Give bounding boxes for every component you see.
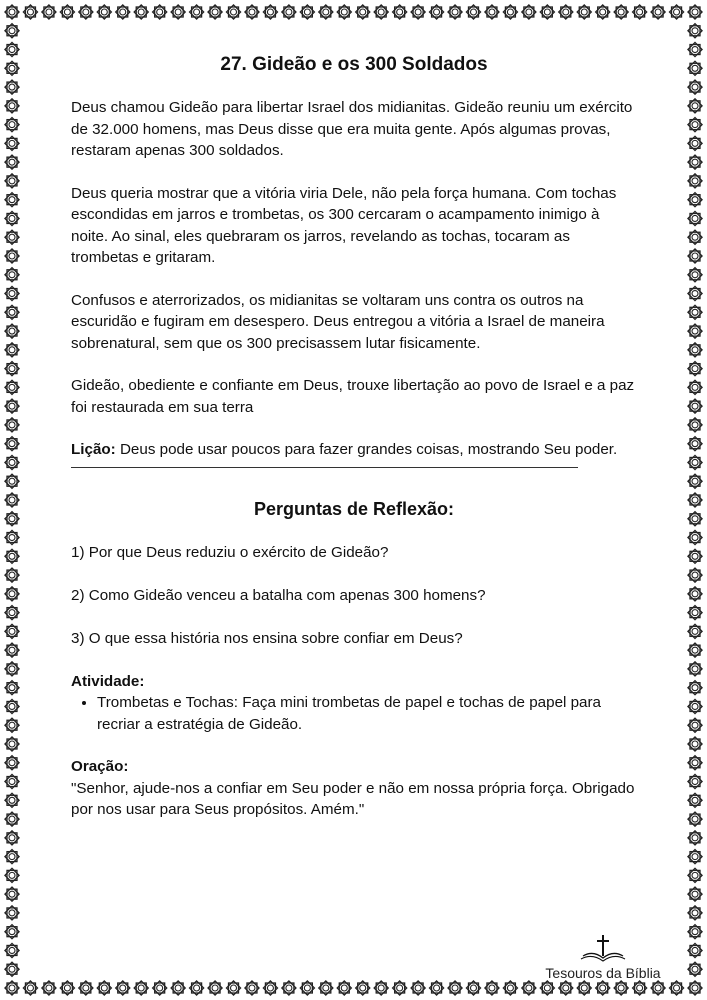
border-ornament xyxy=(5,568,19,582)
border-ornament xyxy=(5,118,19,132)
border-ornament xyxy=(503,981,517,995)
border-ornament xyxy=(171,5,185,19)
prayer-text: "Senhor, ajude-nos a confiar em Seu poder e não em nossa própria força. Obrigado por nos usar para Seus propósitos. Amém." xyxy=(71,779,635,818)
border-ornament xyxy=(5,5,19,19)
border-ornament xyxy=(5,699,19,713)
border-ornament xyxy=(282,981,296,995)
border-ornament xyxy=(5,718,19,732)
border-ornament xyxy=(5,606,19,620)
border-ornament xyxy=(614,981,628,995)
border-ornament xyxy=(226,981,240,995)
border-ornament xyxy=(5,737,19,751)
border-ornament xyxy=(688,136,702,150)
border-ornament xyxy=(5,136,19,150)
border-ornament xyxy=(688,249,702,263)
border-ornament xyxy=(245,5,259,19)
border-ornament xyxy=(651,5,665,19)
reflection-question-3: 3) O que essa história nos ensina sobre confiar em Deus? xyxy=(71,629,463,647)
border-ornament xyxy=(5,380,19,394)
divider-line xyxy=(71,467,578,468)
border-ornament xyxy=(190,5,204,19)
border-ornament xyxy=(596,981,610,995)
border-ornament xyxy=(688,5,702,19)
border-ornament xyxy=(5,286,19,300)
border-ornament xyxy=(5,155,19,169)
border-ornament xyxy=(688,118,702,132)
border-ornament xyxy=(688,530,702,544)
border-ornament xyxy=(337,5,351,19)
border-ornament xyxy=(5,455,19,469)
border-ornament xyxy=(245,981,259,995)
border-ornament xyxy=(5,587,19,601)
border-ornament xyxy=(688,493,702,507)
border-ornament xyxy=(688,474,702,488)
border-ornament xyxy=(688,305,702,319)
border-ornament xyxy=(688,380,702,394)
border-ornament xyxy=(134,981,148,995)
border-ornament xyxy=(411,5,425,19)
border-ornament xyxy=(5,343,19,357)
border-ornament xyxy=(5,868,19,882)
border-ornament xyxy=(411,981,425,995)
border-ornament xyxy=(688,925,702,939)
border-ornament xyxy=(5,418,19,432)
border-ornament xyxy=(5,474,19,488)
activity-label: Atividade: xyxy=(71,672,145,690)
border-ornament xyxy=(5,681,19,695)
border-ornament xyxy=(522,5,536,19)
border-ornament xyxy=(374,5,388,19)
border-ornament xyxy=(282,5,296,19)
border-ornament xyxy=(688,962,702,976)
border-ornament xyxy=(5,99,19,113)
border-ornament xyxy=(688,324,702,338)
border-ornament xyxy=(263,981,277,995)
border-ornament xyxy=(5,305,19,319)
border-ornament xyxy=(559,5,573,19)
border-ornament xyxy=(688,268,702,282)
border-ornament xyxy=(429,5,443,19)
border-ornament xyxy=(5,887,19,901)
border-ornament xyxy=(503,5,517,19)
border-ornament xyxy=(466,5,480,19)
border-ornament xyxy=(688,155,702,169)
activity-list xyxy=(71,692,637,735)
footer-brand-text: Tesouros da Bíblia xyxy=(545,965,661,981)
border-ornament xyxy=(688,906,702,920)
border-ornament xyxy=(5,643,19,657)
border-ornament xyxy=(466,981,480,995)
border-ornament xyxy=(485,981,499,995)
border-ornament xyxy=(5,906,19,920)
border-ornament xyxy=(5,399,19,413)
border-ornament xyxy=(97,5,111,19)
story-paragraph-3: Confusos e aterrorizados, os midianitas se voltaram uns contra os outros na escuridão e fugiram em desespero. Deus entregou a vitória a Israel de maneira sobrenatural, sem que os 300 precisassem lutar fisicamente. xyxy=(71,291,605,352)
border-ornament xyxy=(79,981,93,995)
story-paragraph-4: Gideão, obediente e confiante em Deus, trouxe libertação ao povo de Israel e a paz foi restaurada em sua terra xyxy=(71,377,635,416)
border-ornament xyxy=(23,981,37,995)
border-ornament xyxy=(337,981,351,995)
prayer-label: Oração: xyxy=(71,758,129,775)
border-ornament xyxy=(688,343,702,357)
border-ornament xyxy=(208,5,222,19)
border-ornament xyxy=(319,981,333,995)
border-ornament xyxy=(688,737,702,751)
border-ornament xyxy=(577,981,591,995)
border-ornament xyxy=(134,5,148,19)
border-ornament xyxy=(5,24,19,38)
border-ornament xyxy=(688,793,702,807)
border-ornament xyxy=(688,981,702,995)
border-ornament xyxy=(688,455,702,469)
border-ornament xyxy=(5,512,19,526)
border-ornament xyxy=(688,286,702,300)
border-ornament xyxy=(5,793,19,807)
reflection-question-2: 2) Como Gideão venceu a batalha com apenas 300 homens? xyxy=(71,586,486,604)
border-ornament xyxy=(60,5,74,19)
border-ornament xyxy=(5,42,19,56)
border-ornament xyxy=(485,5,499,19)
border-ornament xyxy=(60,981,74,995)
border-ornament xyxy=(153,5,167,19)
border-ornament xyxy=(688,230,702,244)
border-ornament xyxy=(5,61,19,75)
border-ornament xyxy=(5,756,19,770)
border-ornament xyxy=(300,5,314,19)
border-ornament xyxy=(374,981,388,995)
border-ornament xyxy=(5,437,19,451)
border-ornament xyxy=(688,362,702,376)
border-ornament xyxy=(448,5,462,19)
border-ornament xyxy=(5,324,19,338)
border-ornament xyxy=(688,174,702,188)
lesson xyxy=(71,439,637,461)
border-ornament xyxy=(540,5,554,19)
story-paragraph-1: Deus chamou Gideão para libertar Israel dos midianitas. Gideão reuniu um exército de 32.000 homens, mas Deus disse que era muita gente. Após algumas provas, restaram apenas 300 soldados. xyxy=(71,99,633,159)
border-ornament xyxy=(5,493,19,507)
border-ornament xyxy=(633,5,647,19)
border-ornament xyxy=(5,193,19,207)
border-ornament xyxy=(393,981,407,995)
border-ornament xyxy=(263,5,277,19)
border-ornament xyxy=(5,549,19,563)
border-ornament xyxy=(5,662,19,676)
border-ornament xyxy=(688,399,702,413)
border-ornament xyxy=(356,5,370,19)
page-title: 27. Gideão e os 300 Soldados xyxy=(220,54,488,75)
border-ornament xyxy=(171,981,185,995)
border-ornament xyxy=(688,681,702,695)
border-ornament xyxy=(688,943,702,957)
border-ornament xyxy=(300,981,314,995)
border-ornament xyxy=(5,925,19,939)
border-ornament xyxy=(5,850,19,864)
border-ornament xyxy=(669,981,683,995)
border-ornament xyxy=(226,5,240,19)
border-ornament xyxy=(116,981,130,995)
border-ornament xyxy=(688,662,702,676)
border-ornament xyxy=(5,530,19,544)
border-ornament xyxy=(356,981,370,995)
story-paragraph-2: Deus queria mostrar que a vitória viria Dele, não pela força humana. Com tochas escondidas em jarros e trombetas, os 300 cercaram o acampamento inimigo à noite. Ao sinal, eles quebraram os jarros, revelando as tochas, tocaram as trombetas e gritaram. xyxy=(71,184,617,266)
border-ornament xyxy=(5,362,19,376)
border-ornament xyxy=(688,418,702,432)
border-ornament xyxy=(448,981,462,995)
border-ornament xyxy=(688,437,702,451)
lesson-text: Deus pode usar poucos para fazer grandes coisas, mostrando Seu poder. xyxy=(115,441,618,458)
border-ornament xyxy=(5,268,19,282)
border-ornament xyxy=(522,981,536,995)
border-ornament xyxy=(651,981,665,995)
border-ornament xyxy=(688,850,702,864)
border-ornament xyxy=(688,24,702,38)
border-ornament xyxy=(23,5,37,19)
border-ornament xyxy=(688,80,702,94)
border-ornament xyxy=(688,211,702,225)
border-ornament xyxy=(577,5,591,19)
border-ornament xyxy=(208,981,222,995)
border-ornament xyxy=(42,981,56,995)
border-ornament xyxy=(633,981,647,995)
border-ornament xyxy=(688,42,702,56)
border-ornament xyxy=(5,230,19,244)
border-ornament xyxy=(5,249,19,263)
lesson-label: Lição: xyxy=(71,441,116,458)
border-ornament xyxy=(688,624,702,638)
border-ornament xyxy=(688,756,702,770)
border-ornament xyxy=(393,5,407,19)
border-ornament xyxy=(153,981,167,995)
border-ornament xyxy=(5,624,19,638)
border-left xyxy=(5,24,19,977)
border-ornament xyxy=(688,868,702,882)
border-ornament xyxy=(5,80,19,94)
border-ornament xyxy=(688,812,702,826)
border-ornament xyxy=(559,981,573,995)
border-ornament xyxy=(688,774,702,788)
border-ornament xyxy=(429,981,443,995)
border-ornament xyxy=(190,981,204,995)
border-ornament xyxy=(688,512,702,526)
reflection-title: Perguntas de Reflexão: xyxy=(253,498,455,519)
border-top xyxy=(5,5,702,19)
activity-item: • Trombetas e Tochas: Faça mini trombetas de papel e tochas de papel para recriar a estratégia de Gideão. xyxy=(97,692,637,735)
border-ornament xyxy=(688,643,702,657)
border-ornament xyxy=(97,981,111,995)
border-ornament xyxy=(5,812,19,826)
border-ornament xyxy=(5,211,19,225)
border-ornament xyxy=(79,5,93,19)
border-ornament xyxy=(5,774,19,788)
border-ornament xyxy=(319,5,333,19)
border-ornament xyxy=(596,5,610,19)
border-ornament xyxy=(540,981,554,995)
reflection-question-1: 1) Por que Deus reduziu o exército de Gideão? xyxy=(71,543,389,561)
border-ornament xyxy=(688,718,702,732)
border-ornament xyxy=(688,699,702,713)
border-bottom xyxy=(5,981,702,995)
border-ornament xyxy=(5,174,19,188)
border-ornament xyxy=(688,831,702,845)
border-ornament xyxy=(688,193,702,207)
border-ornament xyxy=(688,99,702,113)
cross-book-icon xyxy=(579,934,627,962)
border-ornament xyxy=(688,549,702,563)
border-ornament xyxy=(688,606,702,620)
border-ornament xyxy=(42,5,56,19)
border-ornament xyxy=(614,5,628,19)
border-right xyxy=(688,24,702,977)
border-ornament xyxy=(5,981,19,995)
border-ornament xyxy=(5,831,19,845)
border-ornament xyxy=(688,61,702,75)
border-ornament xyxy=(688,887,702,901)
footer-brand xyxy=(533,934,673,982)
border-ornament xyxy=(5,962,19,976)
border-ornament xyxy=(5,943,19,957)
page-content xyxy=(71,52,637,821)
border-ornament xyxy=(688,568,702,582)
border-ornament xyxy=(688,587,702,601)
border-ornament xyxy=(116,5,130,19)
border-ornament xyxy=(669,5,683,19)
